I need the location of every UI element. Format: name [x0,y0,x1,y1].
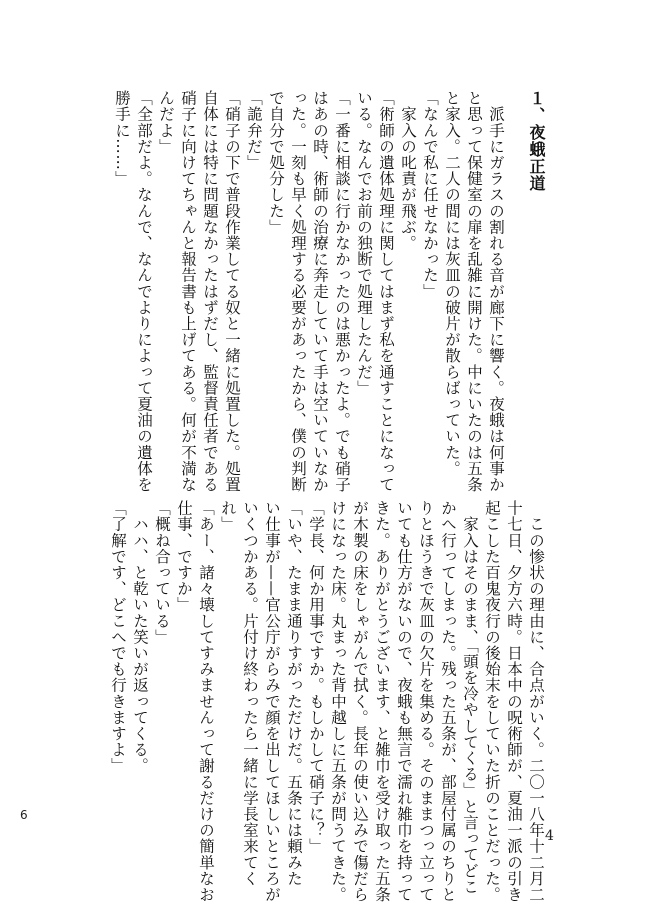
text-line: 「術師の遺体処理に関してはまず私を通すことになって [377,90,395,493]
text-line: 「詭弁だ」 [245,90,263,171]
text-line: 「全部だよ。なんで、なんでよりによって夏油の遺体を [135,90,153,493]
text-line: りとほうきで灰皿の欠片を集める。そのままつっ立って [417,500,435,903]
text-line: 「なんで私に任せなかった」 [421,90,439,300]
text-line: 「あー、諸々壊してすみませんって謝るだけの簡単なお [197,500,215,903]
text-line: 十七日、夕方六時。日本中の呪術師が、夏油一派の引き [505,500,523,903]
text-line: い仕事が——官公庁がらみで顔を出してほしいところが [263,500,281,903]
page-number-left: 6 [20,808,28,822]
text-line: った。一刻も早く処理する必要があったから、僕の判断 [289,90,307,493]
text-line: 起こした百鬼夜行の後始末をしていた折のことだった。 [483,500,501,903]
text-line: 「一番に相談に行かなかったのは悪かったよ。でも硝子 [333,90,351,493]
text-line: 「いや、たまま通りすがっただけだ。五条には頼みた [285,500,303,887]
text-line: 家入の叱責が飛ぶ。 [399,90,417,251]
text-line: と家入。二人の間には灰皿の破片が散らばっていた。 [443,90,461,477]
text-line: いても仕方がないので、夜蛾も無言で濡れ雑巾を持って [395,500,413,903]
text-line: いる。なんでお前の独断で処理したんだ」 [355,90,373,396]
text-line: 派手にガラスの割れる音が廊下に響く。夜蛾は何事か [487,90,505,493]
text-line: いくつかある。片付け終わったら一緒に学長室来てく [241,500,259,887]
text-line: けになった床。丸まった背中越しに五条が問うてきた。 [329,500,347,903]
text-line: 「硝子の下で普段作業してる奴と一緒に処置した。処置 [223,90,241,493]
text-line: と思って保健室の扉を乱雑に開けた。中にいたのは五条 [465,90,483,493]
chapter-heading: １、夜蛾正道 [527,90,546,192]
text-line: かへ行ってしまった。残った五条が、部屋付属のちりと [439,500,457,903]
lower-text-block [107,500,547,903]
text-line: んだよ」 [157,90,175,155]
text-line: 「了解です、どこへでも行きますよ」 [109,500,127,774]
page-number-right: 4 [545,828,554,844]
text-line: 「学長、何か用事ですか。もしかして硝子に？」 [307,500,325,855]
text-line: 硝子に向けてちゃんと報告書も上げてある。何が不満な [179,90,197,493]
text-line: で自分で処分した」 [267,90,285,235]
text-line: 勝手に……」 [113,90,131,187]
text-line: れ」 [219,500,237,533]
text-line: 家入はそのまま、「頭を冷やしてくる」と言ってどこ [461,500,479,895]
text-line: きた。ありがとうございます、と雑巾を受け取った五条 [373,500,391,903]
text-line: この惨状の理由に、合点がいく。二〇一八年十二月二 [527,500,545,903]
text-line: 「概ね合っている」 [153,500,171,645]
text-line: ハハ、と乾いた笑いが返ってくる。 [131,500,149,774]
upper-text-block [111,90,547,493]
text-line: はあの時、術師の治療に奔走していて手は空いていなか [311,90,329,493]
text-line: 自体には特に問題なかったはずだし、監督責任者である [201,90,219,493]
text-line: 仕事、ですか」 [175,500,193,613]
text-line: が木製の床をしゃがんで拭く。長年の使い込みで傷だら [351,500,369,903]
